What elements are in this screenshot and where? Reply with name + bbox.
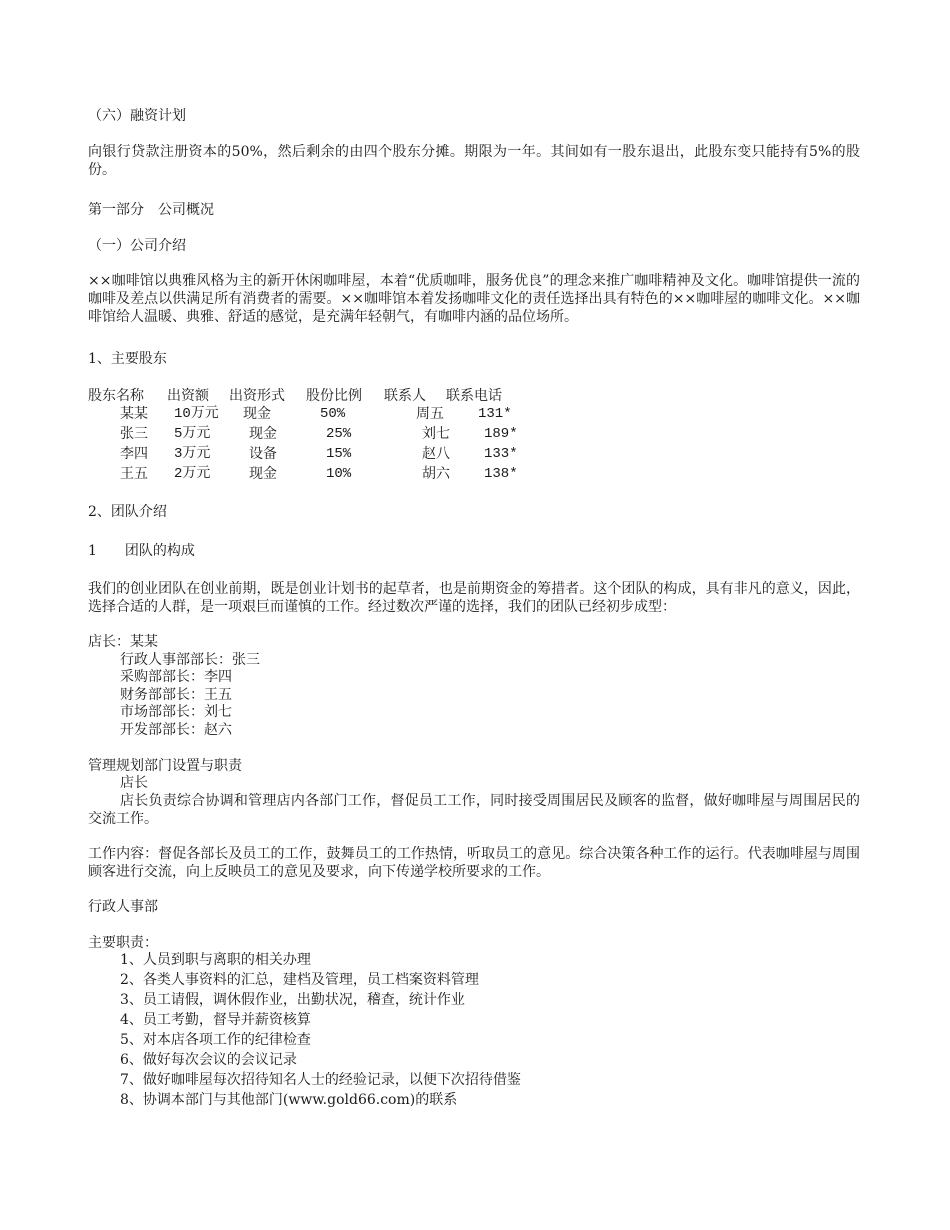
admin-dept-heading: 行政人事部 [88,899,158,915]
management-role: 店长 [120,775,148,791]
shareholder-name: 王五 [120,466,148,482]
shareholder-contact: 刘七 [422,426,450,442]
shareholder-phone: 138* [484,466,518,482]
team-member: 开发部部长：赵六 [120,722,232,738]
table-row [88,445,588,463]
duty-item: 8、协调本部门与其他部门(www.gold66.com)的联系 [120,1092,458,1108]
duty-item: 3、员工请假，调休假作业，出勤状况，稽查，统计作业 [120,992,465,1008]
shareholder-amount: 2万元 [174,466,211,482]
shareholder-phone: 133* [484,446,518,462]
team-heading: 2、团队介绍 [88,504,167,520]
duty-item: 7、做好咖啡屋每次招待知名人士的经验记录，以便下次招待借鉴 [120,1072,521,1088]
financing-body: 向银行贷款注册资本的50%，然后剩余的由四个股东分摊。期限为一年。其间如有一股东退出，此股东变只能持有5%的股份。 [88,144,860,178]
management-work-content: 工作内容：督促各部长及员工的工作，鼓舞员工的工作热情，听取员工的意见。综合决策各种工作的运行。代表咖啡屋与周围顾客进行交流，向上反映员工的意见及要求，向下传递学校所要求的工作。 [88,846,860,880]
team-subheading: 1 团队的构成 [88,543,195,559]
shareholder-ratio: 10% [326,466,352,482]
column-header: 股份比例 [306,388,362,404]
team-member: 采购部部长：李四 [120,669,232,685]
column-header: 股东名称 [88,388,144,404]
shareholder-name: 某某 [120,406,148,422]
shareholder-contact: 周五 [416,406,444,422]
shareholder-ratio: 25% [326,426,352,442]
shareholder-form: 现金 [249,426,277,442]
shareholder-amount: 3万元 [174,446,211,462]
column-header: 出资额 [167,388,209,404]
shareholder-ratio: 50% [320,406,346,422]
team-manager: 店长：某某 [88,634,158,650]
shareholder-form: 现金 [249,466,277,482]
company-intro-body: ××咖啡馆以典雅风格为主的新开休闲咖啡屋，本着“优质咖啡，服务优良”的理念来推广咖啡精神及文化。咖啡馆提供一流的咖啡及差点以供满足所有消费者的需要。××咖啡馆本着发扬咖啡文化的责任选择出具有特色的××咖啡屋的咖啡文化。××咖啡馆给人温暖、典雅、舒适的感觉，是充满年轻朝气，有咖啡内涵的品位场所。 [88,273,860,325]
duty-item: 5、对本店各项工作的纪律检查 [120,1032,311,1048]
shareholder-form: 设备 [249,446,277,462]
team-member: 市场部部长：刘七 [120,704,232,720]
shareholders-table-header [88,387,588,405]
table-row [88,405,588,423]
shareholder-amount: 10万元 [174,406,219,422]
duty-item: 6、做好每次会议的会议记录 [120,1052,297,1068]
part-one-heading: 第一部分 公司概况 [88,202,214,218]
column-header: 联系人 [384,388,426,404]
admin-duties-label: 主要职责： [88,935,158,951]
shareholder-contact: 胡六 [422,466,450,482]
shareholder-form: 现金 [243,406,271,422]
shareholders-heading: 1、主要股东 [88,351,167,367]
team-member: 财务部部长：王五 [120,687,232,703]
shareholder-ratio: 15% [326,446,352,462]
shareholder-amount: 5万元 [174,426,211,442]
table-row [88,465,588,483]
shareholder-contact: 赵八 [422,446,450,462]
team-member: 行政人事部部长：张三 [120,652,260,668]
shareholder-name: 张三 [120,426,148,442]
financing-heading: （六）融资计划 [88,108,186,124]
team-body: 我们的创业团队在创业前期，既是创业计划书的起草者，也是前期资金的筹措者。这个团队的构成，具有非凡的意义，因此，选择合适的人群，是一项艰巨而谨慎的工作。经过数次严谨的选择，我们的团队已经初步成型： [88,581,860,615]
duty-item: 1、人员到职与离职的相关办理 [120,952,311,968]
management-role-desc: 店长负责综合协调和管理店内各部门工作，督促员工工作，同时接受周围居民及顾客的监督，做好咖啡屋与周围居民的交流工作。 [88,793,860,827]
shareholder-phone: 189* [484,426,518,442]
duty-item: 4、员工考勤，督导并薪资核算 [120,1012,311,1028]
column-header: 联系电话 [446,388,502,404]
company-intro-heading: （一）公司介绍 [88,238,186,254]
column-header: 出资形式 [229,388,285,404]
shareholder-phone: 131* [478,406,512,422]
table-row [88,425,588,443]
management-heading: 管理规划部门设置与职责 [88,758,242,774]
duty-item: 2、各类人事资料的汇总，建档及管理，员工档案资料管理 [120,972,479,988]
shareholder-name: 李四 [120,446,148,462]
